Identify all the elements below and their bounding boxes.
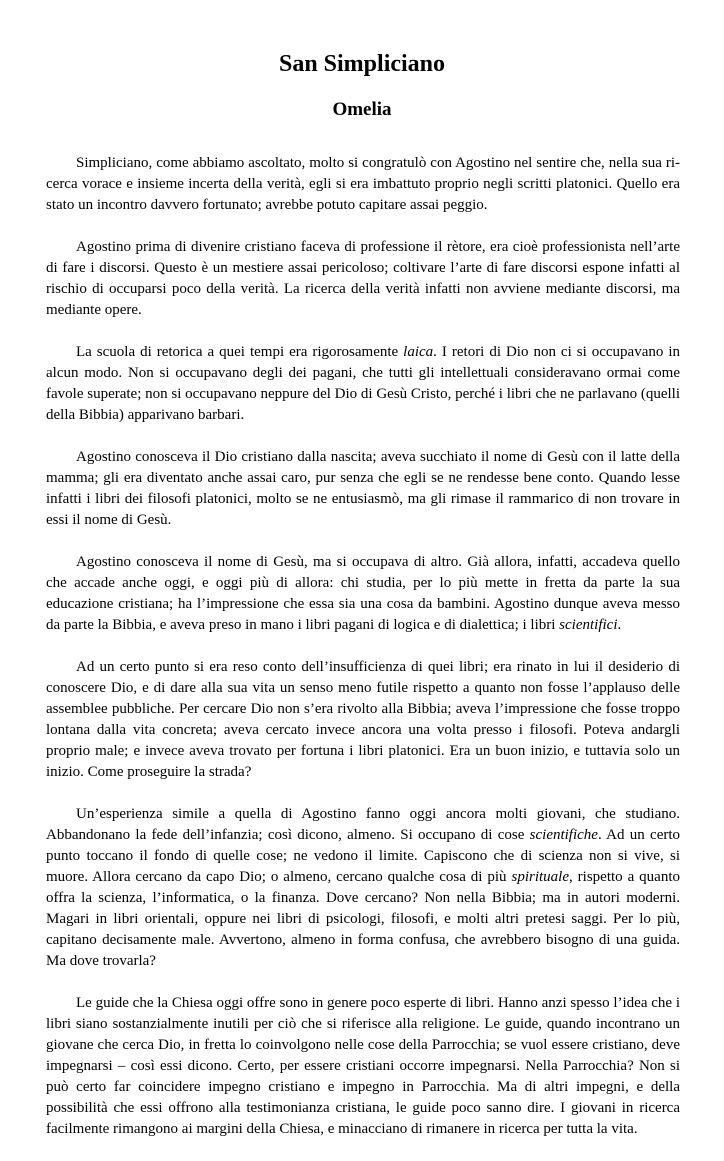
italic-text: scientifiche [529, 827, 598, 843]
document-body [46, 153, 680, 1161]
italic-text: laica [403, 344, 434, 360]
italic-text: scientifici [559, 617, 618, 633]
body-paragraph [46, 657, 680, 783]
paragraph-text: Un’esperienza simile a quella di Agostino fanno oggi ancora molti giovani, che studiano. Abbandonano la fede dell’infanzia; così dicono, almeno. Si occupano di cose [46, 806, 680, 843]
paragraph-text: , rispetto a quanto offra la scienza, l’informatica, o la finanza. Dove cercano? Non nella Bibbia; ma in autori moderni. Magari in libri orientali, oppure nei libri di psicologi, filosofi, e molti altri pretesi saggi. Per lo più, capitano decisamente male. Avvertono, almeno in forma confusa, che avrebbero bisogno di una guida. Ma dove trovarla? [46, 869, 680, 969]
paragraph-text: . Ad un certo punto toccano il fondo di quelle cose; ne vedono il limite. Capiscono che di scienza non si vive, si muore. Allora cercano da capo Dio; o almeno, cercano qualche cosa di più [46, 827, 681, 885]
paragraph-text: La scuola di retorica a quei tempi era rigorosamente [76, 344, 404, 360]
paragraph-text: . [617, 617, 622, 633]
body-paragraph [46, 993, 680, 1140]
body-paragraph [46, 153, 680, 216]
body-paragraph [46, 342, 680, 426]
document-title: San Simpliciano [278, 51, 446, 77]
paragraph-text: Agostino conosceva il nome di Gesù, ma si occupava di altro. Già allora, infatti, accadeva quello che accade anche oggi, e oggi più di allora: chi studia, per lo più mette in fretta da parte la sua educazione cristiana; ha l’impressione che essa sia una cosa da bambini. Agostino dunque aveva messo da parte la Bibbia, e aveva preso in mano i libri pagani di logica e di dialettica; i libri [46, 554, 680, 633]
paragraph-text: Agostino conosceva il Dio cristiano dalla nascita; aveva succhiato il nome di Gesù con il latte della mamma; gli era diventato anche assai caro, pur senza che egli se ne rendesse bene conto. Quando lesse infatti i libri dei filosofi platonici, molto se ne entusiasmò, ma gli rimase il rammarico di non trovare in essi il nome di Gesù. [46, 449, 680, 528]
paragraph-text: Le guide che la Chiesa oggi offre sono in genere poco esperte di libri. Hanno anzi spesso l’idea che i libri siano sostanzialmente inutili per ciò che si riferisce alla religione. Le guide, quando incontrano un giovane che cerca Dio, in fretta lo coinvolgono nelle cose della Parrocchia; se vuol essere cristiano, deve impegnarsi – così essi dicono. Certo, per essere cristiani occorre impegnarsi. Nella Parrocchia? Non si può certo far coincidere impegno cristiano e impegno in Parrocchia. Ma di altri impegni, e della possibilità che essi offrono alla testimonianza cristiana, le guide poco sanno dire. I giovani in ricerca facilmente rimangono ai margini della Chiesa, e minacciano di rimanere in ricerca per tutta la vita. [46, 995, 680, 1137]
paragraph-text: Simpliciano, come abbiamo ascoltato, molto si congratulò con Agostino nel sentire che, nella sua ricerca vorace e insieme incerta della verità, egli si era imbattuto proprio negli scritti platonici. Quello era stato un incontro davvero fortunato; avrebbe potuto capitare assai peggio. [46, 155, 680, 213]
paragraph-text: . I retori di Dio non ci si occupavano in alcun modo. Non si occupavano degli dei pagani, che tutti gli intellettuali consideravano ormai come favole superate; non si occupavano neppure del Dio di Gesù Cristo, perché i libri che ne parlavano (quelli della Bibbia) apparivano barbari. [46, 344, 680, 423]
paragraph-text: Agostino prima di divenire cristiano faceva di professione il rètore, era cioè professionista nell’arte di fare i discorsi. Questo è un mestiere assai pericoloso; coltivare l’arte di fare discorsi espone infatti al rischio di occuparsi poco della verità. La ricerca della verità infatti non avviene mediante discorsi, ma mediante opere. [46, 239, 680, 318]
document-subtitle: Omelia [332, 99, 392, 120]
body-paragraph [46, 804, 680, 972]
paragraph-text: Ad un certo punto si era reso conto dell’insufficienza di quei libri; era rinato in lui il desiderio di conoscere Dio, e di dare alla sua vita un senso meno futile rispetto a quanto non fosse l’applauso delle assemblee pubbliche. Per cercare Dio non s’era rivolto alla Bibbia; aveva l’impressione che fosse troppo lontana dalla vita concreta; aveva cercato invece ancora una volta presso i filosofi. Poteva andargli proprio male; e invece aveva trovato per fortuna i libri platonici. Era un buon inizio, e tuttavia solo un inizio. Come proseguire la strada? [46, 659, 680, 780]
body-paragraph [46, 237, 680, 321]
body-paragraph [46, 552, 680, 636]
italic-text: spirituale [511, 869, 569, 885]
body-paragraph [46, 447, 680, 531]
